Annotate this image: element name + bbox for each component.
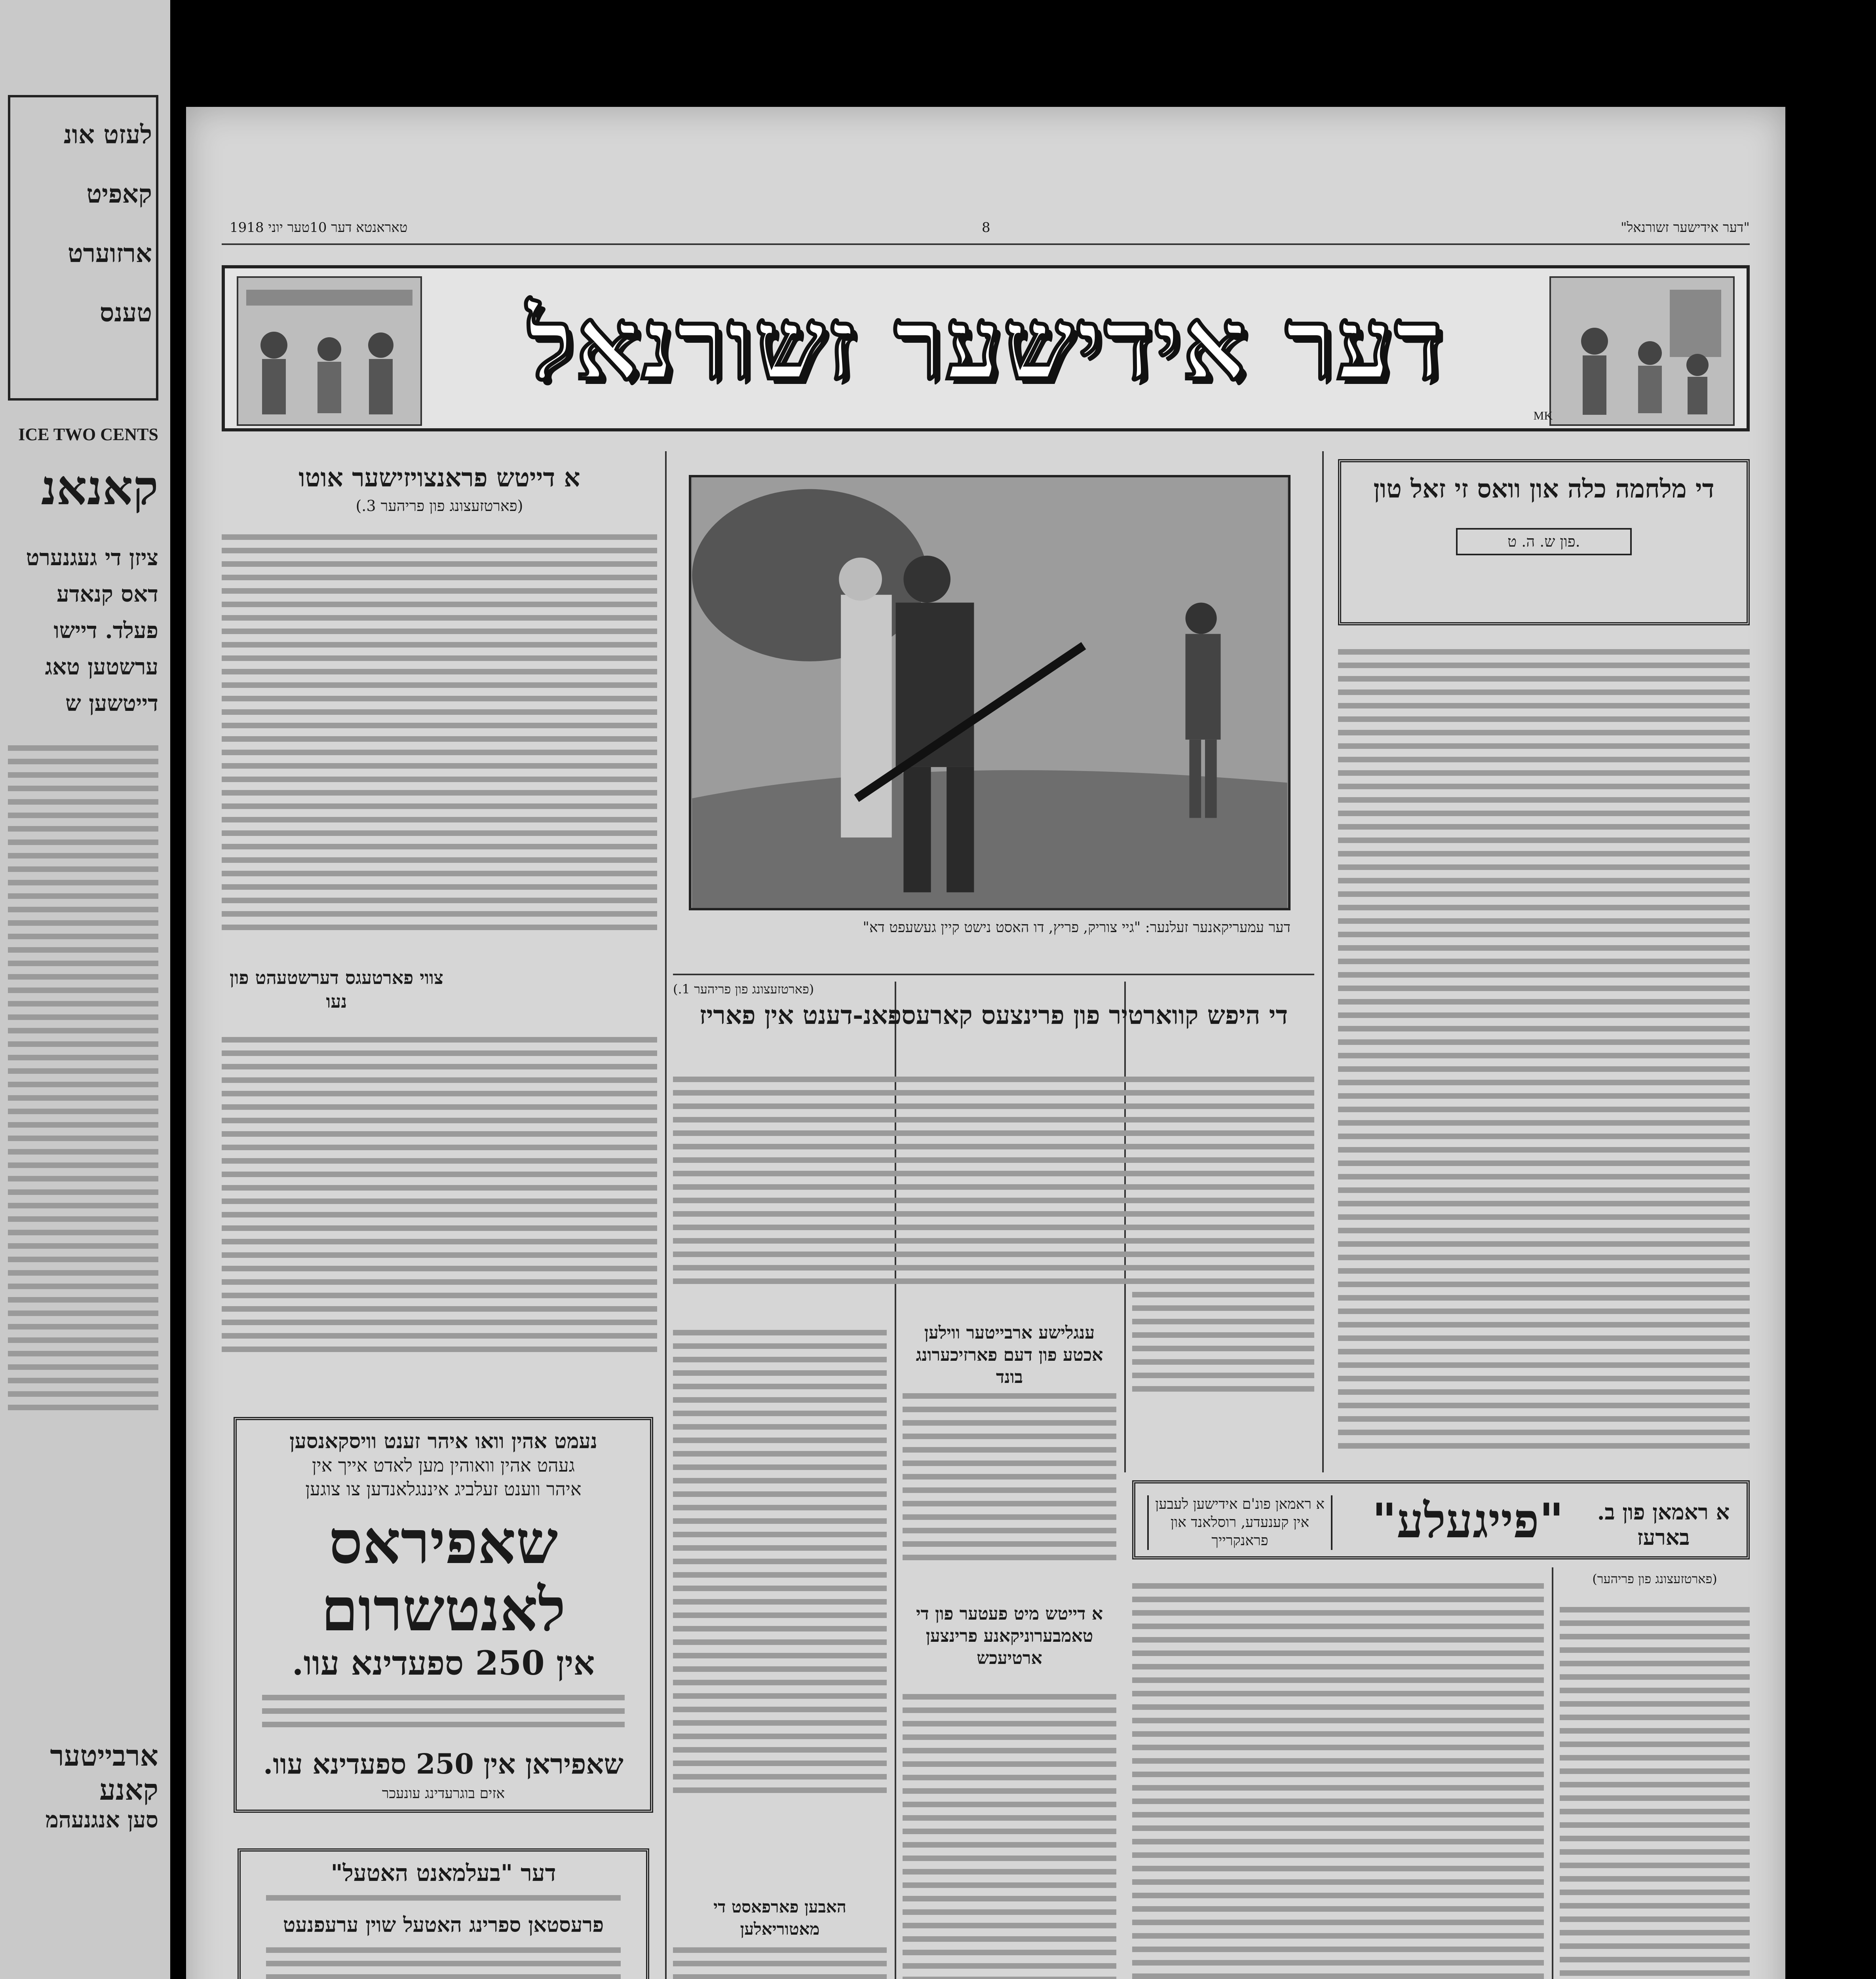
war-article-body bbox=[1338, 641, 1750, 1464]
artist-signature: MK bbox=[1533, 409, 1553, 422]
adjacent-ad-box bbox=[8, 95, 158, 401]
novel-title: "פייגעלע" bbox=[1372, 1493, 1564, 1549]
shapiro-ad-bottom-name: שאפיראן אין 250 ספעדינא עוו. bbox=[263, 1747, 623, 1780]
adjacent-fragment: דייטשען ש bbox=[65, 690, 158, 716]
hotel-ad-title: דער "בעלמאנט האטעל" bbox=[331, 1859, 556, 1886]
adjacent-fragment: פעלד. דיישו bbox=[53, 617, 158, 644]
illustration-caption: דער עמעריקאנער זעלנער: "גיי צוריק, פריץ, דו האסט נישט קיין געשעפט דא" bbox=[863, 919, 1291, 936]
novel-continued-label: (פארטזעצונג פון פריהער) bbox=[1592, 1571, 1717, 1586]
novel-body bbox=[1132, 1575, 1544, 1979]
side-headline: צווי פארטעגס דערשטעהט פון נעו bbox=[230, 967, 443, 1012]
page-header bbox=[214, 216, 1766, 243]
column-rule bbox=[1322, 451, 1324, 1472]
car-article-headline: א דייטש פראנצויזישער אוטו bbox=[298, 463, 580, 493]
paris-article-sub: (פארטזעצונג פון פריהער 1.) bbox=[673, 982, 814, 997]
war-article-byline: פון ש. ה. ט. bbox=[1456, 528, 1632, 555]
war-article-headline: די מלחמה כלה און וואס זי זאל טון bbox=[1373, 474, 1714, 504]
shapiro-ad-name: שאפיראס לאנטשרום bbox=[321, 1508, 566, 1645]
middle-column-text bbox=[673, 1322, 887, 1884]
war-article-header-box bbox=[1338, 459, 1750, 625]
adjacent-price: ICE TWO CENTS bbox=[18, 425, 158, 444]
novel-body-right bbox=[1560, 1599, 1750, 1979]
adjacent-fragment: ערשטען טאג bbox=[45, 654, 158, 680]
hotel-ad bbox=[238, 1848, 649, 1979]
english-workers-body bbox=[903, 1385, 1116, 1591]
car-article-body bbox=[222, 526, 657, 962]
shapiro-ad-address: אין 250 ספעדינא עוו. bbox=[292, 1643, 595, 1683]
novel-banner bbox=[1132, 1480, 1750, 1559]
adjacent-headline: קאנאנ bbox=[41, 460, 158, 516]
adjacent-box-line: לעזט אונ bbox=[63, 120, 152, 150]
adjacent-lower-sub: סען אנגנעהמ bbox=[45, 1807, 158, 1833]
adjacent-box-line: ארזוערט bbox=[67, 239, 152, 268]
header-date: טאראנטא דער 10טער יוני 1918 bbox=[230, 220, 408, 236]
shapiro-ad-line: איהר ווענט זעלביג איננגלאנדען צו צוגען bbox=[305, 1478, 582, 1500]
english-workers-headline: ענגלישע ארבייטער ווילען אכטע פון דעם פארזיכערונג בונד bbox=[916, 1323, 1103, 1387]
car-article-body-continued bbox=[222, 1029, 657, 1385]
car-article-sub: (פארטזעצונג פון פריהער 3.) bbox=[355, 497, 523, 515]
adjacent-box-line: טענס bbox=[99, 298, 152, 328]
war-illustration bbox=[689, 475, 1291, 910]
shapiro-ad-line: געהט אהין וואוהין מען לאדט אייך אין bbox=[312, 1455, 575, 1476]
german-prince-headline: א דייטש מיט פעטער פון די טאמבערוניקאנע פרינצען ארטיעכש bbox=[916, 1604, 1103, 1668]
header-rule bbox=[222, 243, 1750, 245]
masthead-illustration-left bbox=[237, 276, 422, 426]
hotel-ad-body: פרעסטאן ספרינג האטעל שוין ערעפנעט bbox=[283, 1913, 604, 1937]
header-page-number: 8 bbox=[982, 220, 990, 236]
adjacent-lower-headline: ארבייטער קאנע bbox=[50, 1739, 158, 1806]
adjacent-page-strip bbox=[0, 0, 170, 1979]
materials-article-body bbox=[673, 1939, 887, 1979]
masthead bbox=[222, 265, 1750, 431]
shapiro-ad-bottom: אזים בוגרעדינג עונעכר bbox=[382, 1785, 505, 1802]
adjacent-fragment: ציזן די געגנערט bbox=[26, 545, 158, 571]
masthead-title: דער אידישער זשורנאל bbox=[527, 285, 1445, 402]
novel-author: א ראמאן פון ב. בארעז bbox=[1597, 1499, 1730, 1550]
adjacent-fragment: דאס קנאדע bbox=[56, 581, 158, 607]
german-prince-body bbox=[903, 1686, 1116, 1979]
adjacent-box-line: קאפיט bbox=[86, 179, 152, 209]
masthead-illustration-right bbox=[1549, 276, 1735, 426]
column-rule bbox=[665, 451, 667, 1979]
column-rule bbox=[1552, 1567, 1553, 1979]
materials-headline: האבען פארפאסט די מאטוריאלען bbox=[713, 1897, 846, 1939]
paris-article-continued bbox=[1132, 1069, 1314, 1464]
paris-article-headline: די היפש קווארטיר פון פרינצעס קארעספאנ-דענט אין פאריז bbox=[699, 1001, 1288, 1030]
car-article bbox=[222, 463, 657, 515]
shapiro-ad bbox=[234, 1417, 653, 1813]
header-paper-name: "דער אידישער זשורנאל" bbox=[1620, 220, 1750, 236]
section-rule bbox=[673, 974, 1314, 975]
shapiro-ad-line: נעמט אהין וואו איהר זענט וויסקאנסען bbox=[289, 1429, 597, 1453]
novel-description: א ראמאן פונ'ם אידישען לעבען אין קענעדע, רוסלאנד און פראנקרייך bbox=[1147, 1495, 1332, 1550]
paris-article-header bbox=[673, 982, 1314, 1031]
adjacent-body-text bbox=[8, 737, 158, 1727]
